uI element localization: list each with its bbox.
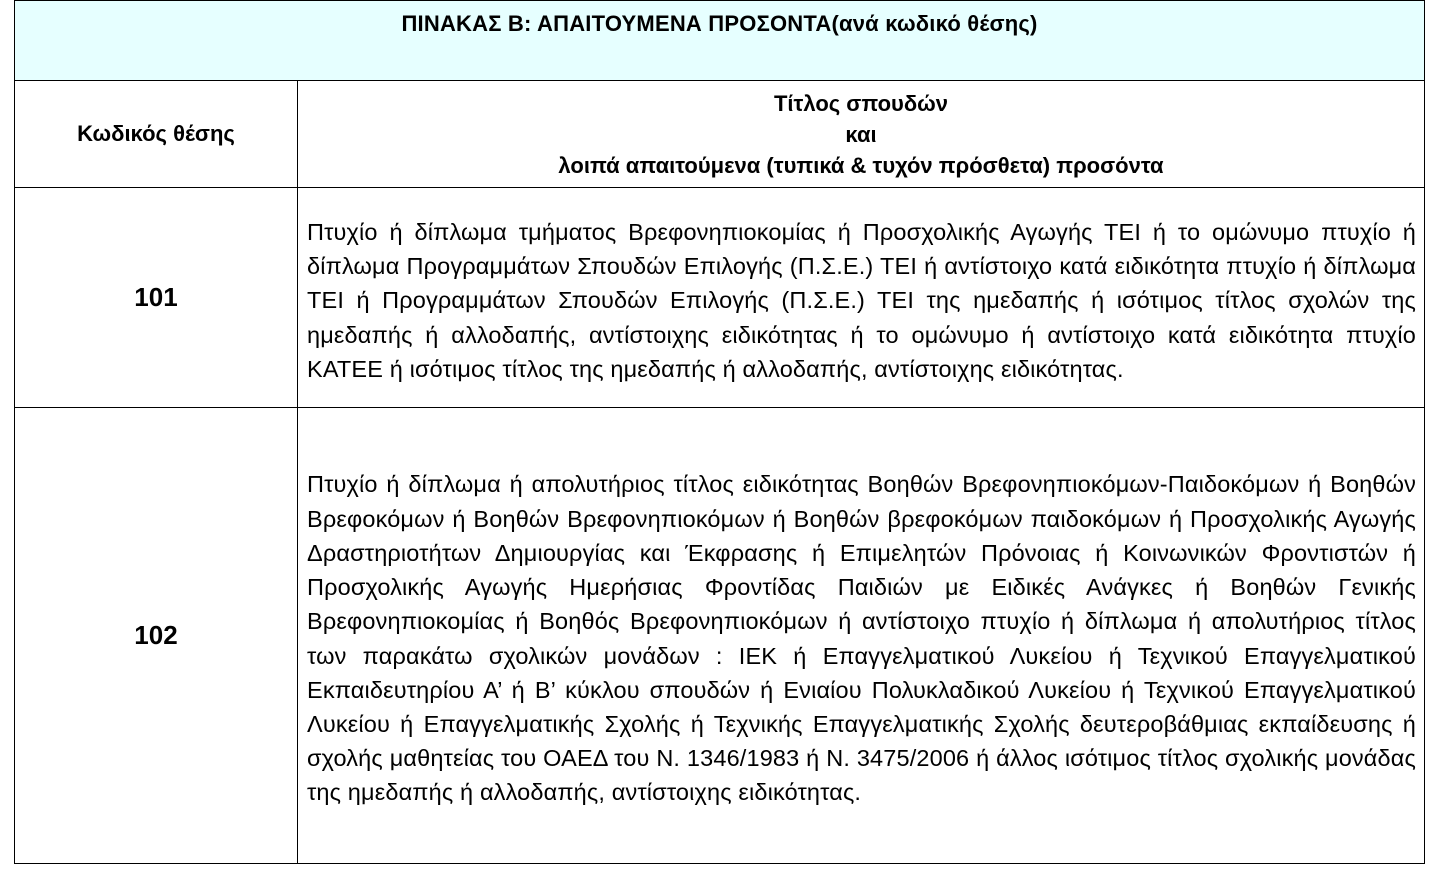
- header-desc-line-3: λοιπά απαιτούμενα (τυπικά & τυχόν πρόσθετα) προσόντα: [558, 152, 1164, 178]
- header-desc-line-1: Τίτλος σπουδών: [773, 90, 948, 116]
- table-row: [15, 408, 1425, 864]
- requirements-table: [14, 0, 1425, 864]
- table-title-main: ΠΙΝΑΚΑΣ Β: ΑΠΑΙΤΟΥΜΕΝΑ ΠΡΟΣΟΝΤΑ: [401, 11, 832, 36]
- requirements-table-container: [14, 0, 1424, 864]
- position-requirements: Πτυχίο ή δίπλωμα ή απολυτήριος τίτλος ειδικότητας Βοηθών Βρεφονηπιοκόμων-Παιδοκόμων ή Βοηθών Βρεφοκόμων ή Βοηθών Βρεφονηπιοκόμων ή Βοηθών βρεφοκόμων παιδοκόμων ή Προσχολικής Αγωγής Δραστηριοτήτων Δημιουργίας και Έκφρασης ή Επιμελητών Πρόνοιας ή Κοινωνικών Φροντιστών ή Προσχολικής Αγωγής Ημερήσιας Φροντίδας Παιδιών με Ειδικές Ανάγκες ή Βοηθών Γενικής Βρεφονηπιοκομίας ή Βοηθός Βρεφονηπιοκόμων ή αντίστοιχο πτυχίο ή δίπλωμα ή απολυτήριος τίτλος των παρακάτω σχολικών μονάδων : ΙΕΚ ή Επαγγελματικού Λυκείου ή Τεχνικού Επαγγελματικού Εκπαιδευτηρίου Α’ ή Β’ κύκλου σπουδών ή Ενιαίου Πολυκλαδικού Λυκείου ή Τεχνικού Επαγγελματικού Λυκείου ή Επαγγελματικής Σχολής ή Τεχνικής Επαγγελματικής Σχολής δευτεροβάθμιας εκπαίδευσης ή σχολής μαθητείας του ΟΑΕΔ του Ν. 1346/1983 ή Ν. 3475/2006 ή άλλος ισότιμος τίτλος σχολικής μονάδας της ημεδαπής ή αλλοδαπής, αντίστοιχης ειδικότητας.: [298, 408, 1425, 864]
- table-title: [15, 1, 1424, 37]
- header-description: [298, 81, 1425, 188]
- table-header-row: [15, 81, 1425, 188]
- table-title-row: [15, 1, 1425, 81]
- table-row: [15, 188, 1425, 408]
- position-code: 102: [15, 408, 298, 864]
- table-title-cell: [15, 1, 1425, 81]
- header-code: Κωδικός θέσης: [15, 81, 298, 188]
- table-title-sub: (ανά κωδικό θέσης): [831, 11, 1038, 36]
- position-code: 101: [15, 188, 298, 408]
- position-requirements: Πτυχίο ή δίπλωμα τμήματος Βρεφονηπιοκομίας ή Προσχολικής Αγωγής ΤΕΙ ή το ομώνυμο πτυχίο ή δίπλωμα Προγραμμάτων Σπουδών Επιλογής (Π.Σ.Ε.) ΤΕΙ ή αντίστοιχο κατά ειδικότητα πτυχίο ή δίπλωμα ΤΕΙ ή Προγραμμάτων Σπουδών Επιλογής (Π.Σ.Ε.) ΤΕΙ της ημεδαπής ή ισότιμος τίτλος σχολών της ημεδαπής ή αλλοδαπής, αντίστοιχης ειδικότητας ή το ομώνυμο ή αντίστοιχο κατά ειδικότητα πτυχίο ΚΑΤΕΕ ή ισότιμος τίτλος της ημεδαπής ή αλλοδαπής, αντίστοιχης ειδικότητας.: [298, 188, 1425, 408]
- header-desc-line-2: και: [845, 121, 877, 147]
